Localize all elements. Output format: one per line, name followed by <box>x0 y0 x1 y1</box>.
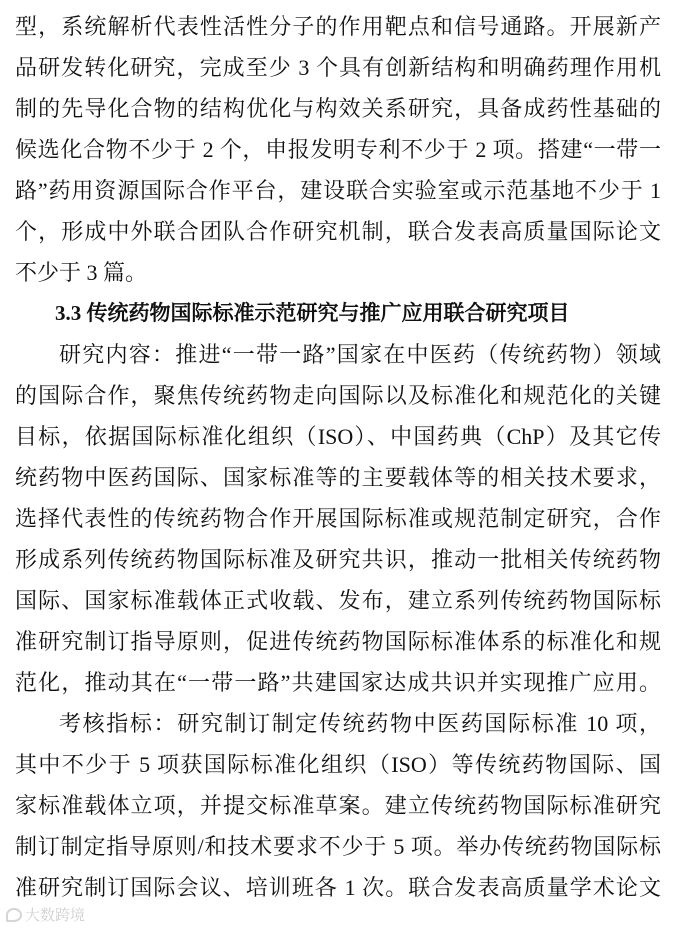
paragraph-research-content <box>15 334 661 703</box>
text-line: 研究内容：推进“一带一路”国家在中医药（传统药物）领域 <box>59 342 661 367</box>
text-line: 准研究制订国际会议、培训班各 1 次。联合发表高质量学术论文 <box>15 875 661 900</box>
text-line: 其中不少于 5 项获国际标准化组织（ISO）等传统药物国际、国 <box>15 752 661 777</box>
text-line: 的国际合作，聚焦传统药物走向国际以及标准化和规范化的关键 <box>15 383 661 408</box>
text-line: 国际、国家标准载体正式收载、发布，建立系列传统药物国际标 <box>15 588 661 613</box>
text-line: 选择代表性的传统药物合作开展国际标准或规范制定研究，合作 <box>15 506 661 531</box>
text-line: 不少于 3 篇。 <box>15 260 148 285</box>
text-line: 形成系列传统药物国际标准及研究共识，推动一批相关传统药物 <box>15 547 661 572</box>
text-line: 型，系统解析代表性活性分子的作用靶点和信号通路。开展新产 <box>15 14 661 39</box>
text-line: 统药物中医药国际、国家标准等的主要载体等的相关技术要求， <box>15 465 661 490</box>
text-line: 考核指标：研究制订制定传统药物中医药国际标准 10 项， <box>59 711 661 736</box>
paragraph-assessment-indicators <box>15 703 661 908</box>
text-line: 家标准载体立项，并提交标准草案。建立传统药物国际标准研究 <box>15 793 661 818</box>
text-line: 路”药用资源国际合作平台，建设联合实验室或示范基地不少于 1 <box>15 178 661 203</box>
watermark-text: 大数跨境 <box>25 906 86 924</box>
text-line: 目标，依据国际标准化组织（ISO）、中国药典（ChP）及其它传 <box>15 424 661 449</box>
text-line: 候选化合物不少于 2 个，申报发明专利不少于 2 项。搭建“一带一 <box>15 137 661 162</box>
text-line: 制的先导化合物的结构优化与构效关系研究，具备成药性基础的 <box>15 96 661 121</box>
text-line: 制订制定指导原则/和技术要求不少于 5 项。举办传统药物国际标 <box>15 834 661 859</box>
watermark <box>6 904 85 925</box>
text-line: 范化，推动其在“一带一路”共建国家达成共识并实现推广应用。 <box>15 670 661 695</box>
text-line: 品研发转化研究，完成至少 3 个具有创新结构和明确药理作用机 <box>15 55 661 80</box>
watermark-logo-icon <box>6 908 22 922</box>
paragraph-1 <box>15 6 661 293</box>
section-heading: 3.3 传统药物国际标准示范研究与推广应用联合研究项目 <box>55 301 570 325</box>
text-line: 准研究制订指导原则，促进传统药物国际标准体系的标准化和规 <box>15 629 661 654</box>
document-page <box>15 6 661 908</box>
text-line: 个，形成中外联合团队合作研究机制，联合发表高质量国际论文 <box>15 219 661 244</box>
